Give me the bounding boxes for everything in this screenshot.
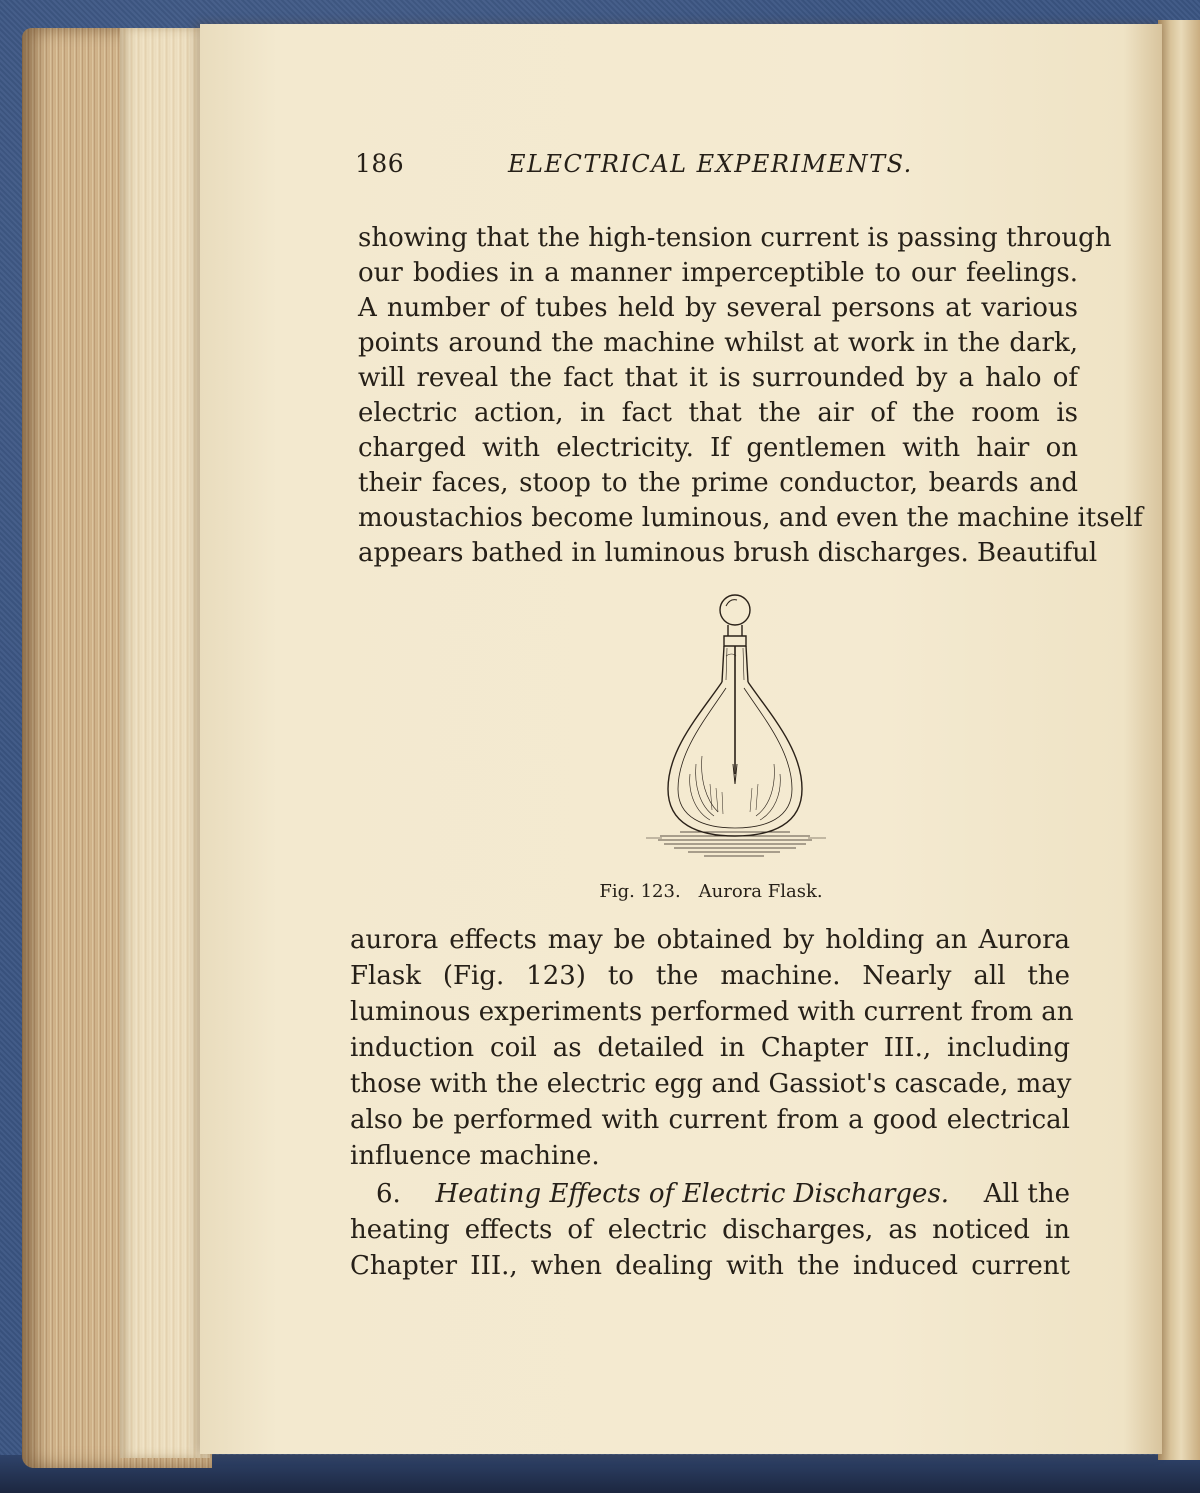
text-line: charged with electricity. If gentlemen with hair on xyxy=(358,433,1078,463)
text-line: moustachios become luminous, and even the machine itself xyxy=(358,503,1143,533)
section-heading: Heating Effects of Electric Discharges. xyxy=(435,1179,950,1209)
text-line: Flask (Fig. 123) to the machine. Nearly all the xyxy=(350,961,1070,991)
text-line: also be performed with current from a good electrical xyxy=(350,1105,1070,1135)
running-head-title: ELECTRICAL EXPERIMENTS. xyxy=(508,150,913,178)
section-number: 6. xyxy=(376,1179,401,1209)
figure-caption xyxy=(550,879,890,905)
page-number: 186 xyxy=(355,149,405,178)
text-line: points around the machine whilst at work in the dark, xyxy=(358,328,1078,358)
text-line: aurora effects may be obtained by holding an Aurora xyxy=(350,925,1070,955)
text-line: our bodies in a manner imperceptible to our feelings. xyxy=(358,258,1078,288)
text-line: luminous experiments performed with current from an xyxy=(350,997,1074,1027)
facing-page-edge xyxy=(1158,20,1200,1460)
text-line: showing that the high-tension current is passing through xyxy=(358,223,1112,253)
text-line: A number of tubes held by several persons at various xyxy=(358,293,1078,323)
text-line: influence machine. xyxy=(350,1141,600,1171)
running-head xyxy=(355,144,1095,184)
text-line: induction coil as detailed in Chapter III., including xyxy=(350,1033,1070,1063)
section-lead: All the xyxy=(983,1179,1070,1209)
text-line: heating effects of electric discharges, as noticed in xyxy=(350,1215,1070,1245)
text-line: will reveal the fact that it is surrounded by a halo of xyxy=(358,363,1078,393)
text-line: Chapter III., when dealing with the induced current xyxy=(350,1251,1070,1281)
text-line: electric action, in fact that the air of the room is xyxy=(358,398,1078,428)
aurora-flask-illustration xyxy=(640,584,830,864)
figure-title: Aurora Flask. xyxy=(698,881,823,902)
page-content xyxy=(200,24,1162,1454)
text-line: those with the electric egg and Gassiot's cascade, may xyxy=(350,1069,1072,1099)
figure-label: Fig. 123. xyxy=(599,881,681,902)
text-line: appears bathed in luminous brush discharges. Beautiful xyxy=(358,538,1098,568)
section-heading-line xyxy=(376,1176,1070,1212)
text-line: their faces, stoop to the prime conductor, beards and xyxy=(358,468,1078,498)
page-stack-inner xyxy=(120,28,210,1458)
book-page xyxy=(200,24,1162,1454)
